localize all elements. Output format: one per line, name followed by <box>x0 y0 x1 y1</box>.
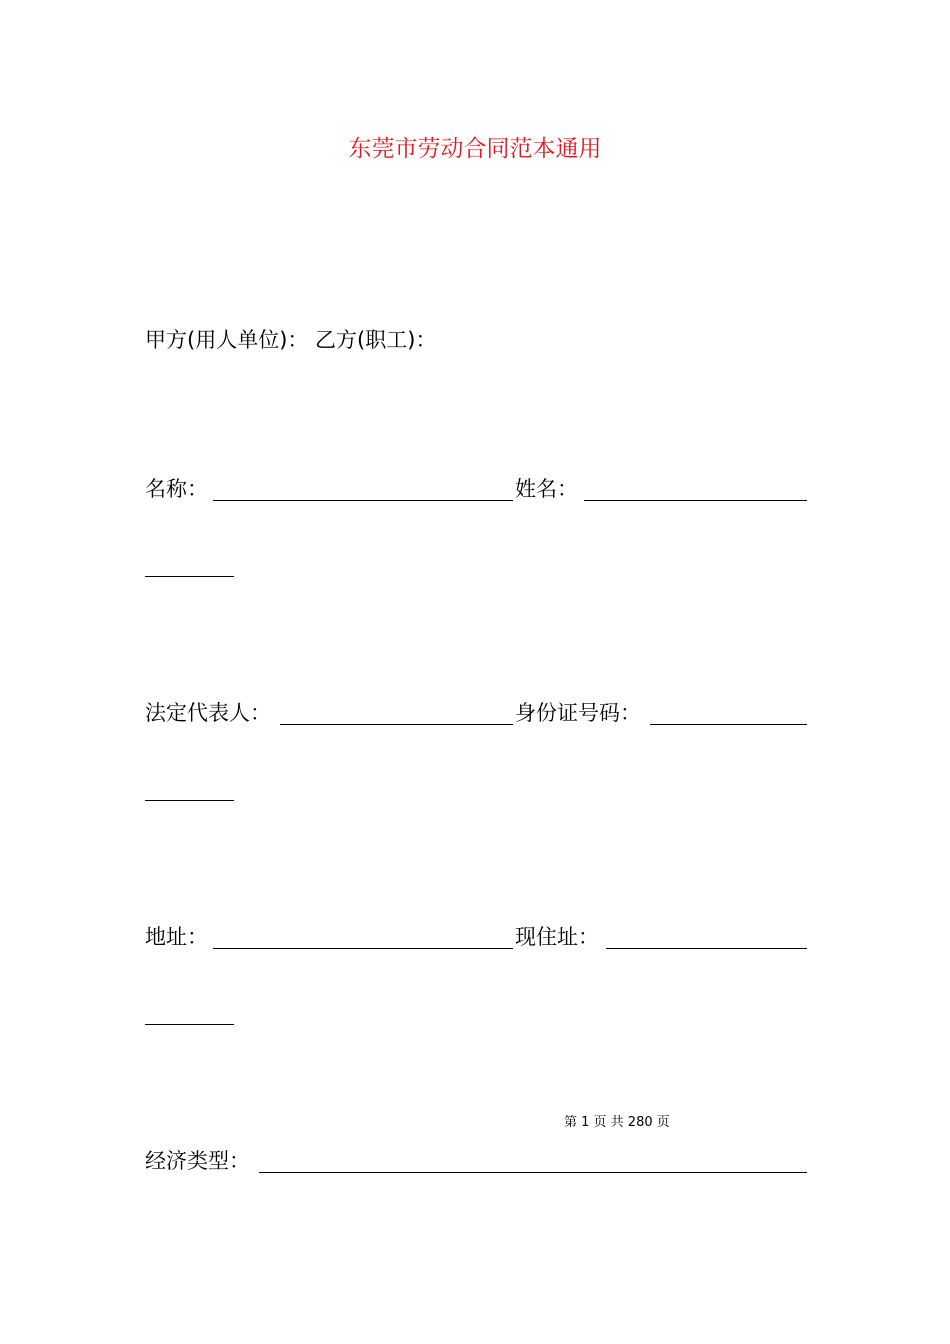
worker-name-label: 姓名： <box>515 477 578 501</box>
id-number-blank-continued <box>145 800 234 801</box>
current-address-blank <box>606 948 807 949</box>
legal-rep-label: 法定代表人： <box>145 701 271 725</box>
worker-name-blank <box>584 500 807 501</box>
page-number: 第 1 页 共 280 页 <box>564 1115 670 1130</box>
parties-line: 甲方(用人单位)： 乙方(职工)： <box>145 328 437 352</box>
address-blank <box>213 948 513 949</box>
economic-type-blank <box>259 1172 807 1173</box>
id-number-label: 身份证号码： <box>515 701 641 725</box>
worker-name-blank-continued <box>145 576 234 577</box>
current-address-blank-continued <box>145 1024 234 1025</box>
current-address-label: 现住址： <box>515 925 599 949</box>
document-title: 东莞市劳动合同范本通用 <box>348 136 602 162</box>
id-number-blank <box>650 724 807 725</box>
name-label: 名称： <box>145 477 208 501</box>
address-label: 地址： <box>145 925 208 949</box>
economic-type-label: 经济类型： <box>145 1149 250 1173</box>
legal-rep-blank <box>280 724 513 725</box>
name-blank <box>213 500 513 501</box>
